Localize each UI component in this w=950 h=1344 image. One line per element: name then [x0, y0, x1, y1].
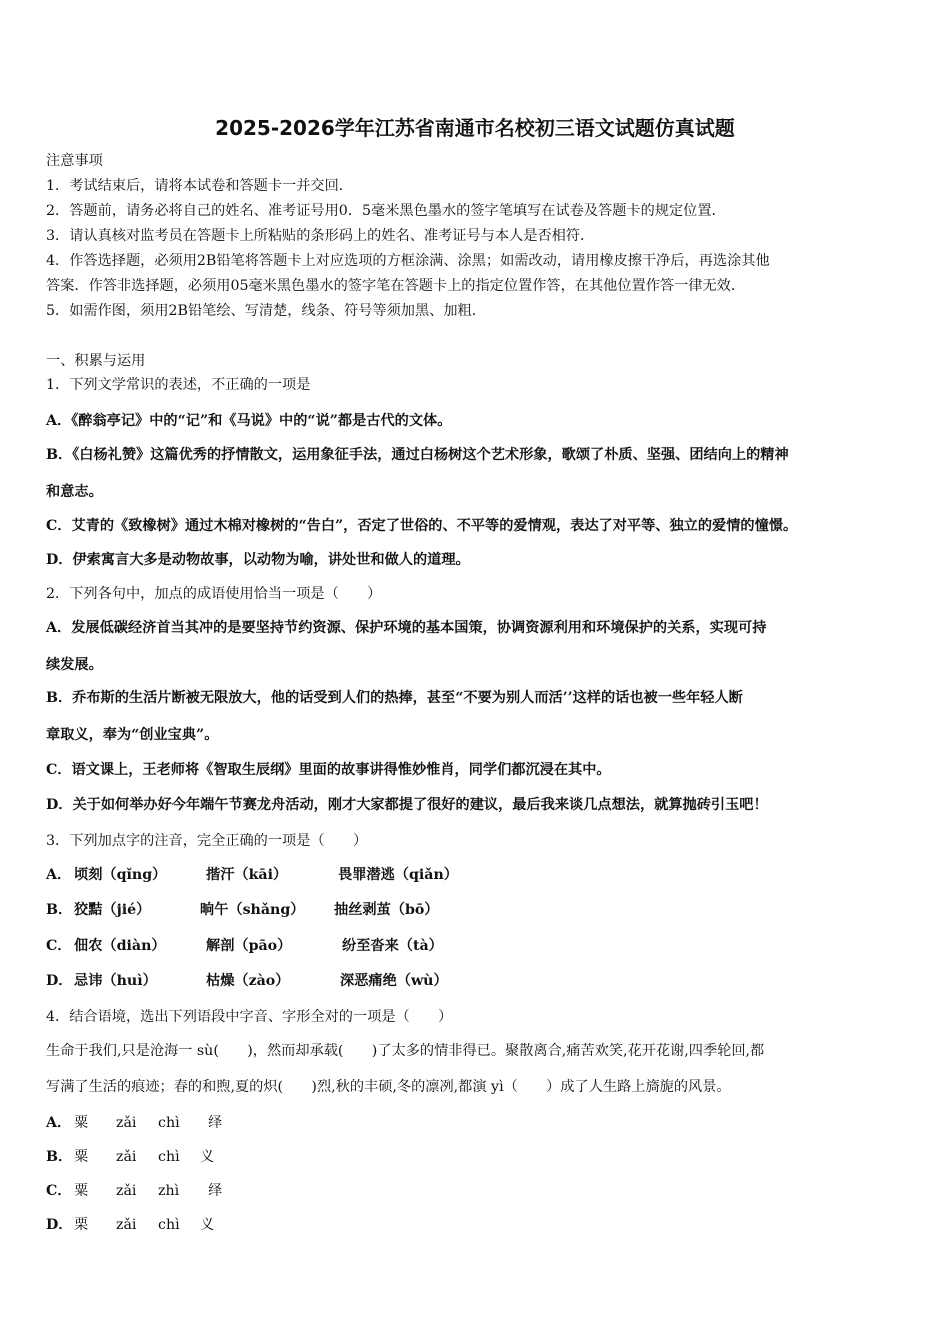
q1-option-c: C．艾青的《致橡树》通过木棉对橡树的“告白”，否定了世俗的、不平等的爱情观，表达了对平等、独立的爱情的憧憬。 — [46, 518, 798, 534]
section-heading: 一、积累与运用 — [46, 353, 146, 369]
option-item: chì — [158, 1217, 180, 1233]
option-item: chì — [158, 1149, 180, 1165]
option-key: D． — [46, 973, 73, 989]
option-item: 粟 — [74, 1183, 89, 1199]
question-stem: 1．下列文学常识的表述，不正确的一项是 — [46, 377, 311, 393]
notice-item: 答案．作答非选择题，必须用05毫米黑色墨水的签字笔在答题卡上的指定位置作答，在其他位置作答一律无效． — [46, 278, 746, 294]
q3-option-a — [46, 865, 458, 885]
option-item: 义 — [200, 1217, 215, 1233]
option-item: 抽丝剥茧（bō） — [334, 902, 439, 918]
option-key: A． — [46, 1115, 72, 1131]
option-item: 粟 — [74, 1149, 89, 1165]
q3-option-d — [46, 971, 448, 991]
option-key: C． — [46, 1183, 72, 1199]
notice-item: 4．作答选择题，必须用2B铅笔将答题卡上对应选项的方框涂满、涂黑；如需改动，请用橡皮擦干净后，再选涂其他 — [46, 253, 770, 269]
q1-option-d: D．伊索寓言大多是动物故事，以动物为喻，讲处世和做人的道理。 — [46, 552, 470, 568]
option-item: zǎi — [116, 1183, 137, 1199]
q4-option-c — [46, 1181, 222, 1201]
notice-item: 2．答题前，请务必将自己的姓名、准考证号用0．5毫米黑色墨水的签字笔填写在试卷及答题卡的规定位置． — [46, 203, 726, 219]
question-stem: 2．下列各句中，加点的成语使用恰当一项是（ ） — [46, 586, 382, 602]
q2-option-a-cont: 续发展。 — [46, 657, 103, 673]
option-item: 绎 — [208, 1115, 223, 1131]
option-item: 粟 — [74, 1115, 89, 1131]
notice-heading: 注意事项 — [46, 153, 103, 169]
option-item: chì — [158, 1115, 180, 1131]
option-item: 绎 — [208, 1183, 223, 1199]
q2-option-b-cont: 章取义，奉为“创业宝典”。 — [46, 727, 219, 743]
option-item: 佃农（diàn） — [74, 938, 166, 954]
q4-option-d — [46, 1215, 214, 1235]
option-item: 忌讳（huì） — [74, 973, 157, 989]
q1-option-b: B．《白杨礼赞》这篇优秀的抒情散文，运用象征手法，通过白杨树这个艺术形象，歌颂了朴质、坚强、团结向上的精神 — [46, 447, 789, 463]
option-key: A． — [46, 867, 72, 883]
option-item: 畏罪潜逃（qiǎn） — [338, 867, 458, 883]
question-stem: 4．结合语境，选出下列语段中字音、字形全对的一项是（ ） — [46, 1009, 453, 1025]
option-item: zhì — [158, 1183, 180, 1199]
q3-option-c — [46, 936, 443, 956]
q1-option-b-cont: 和意志。 — [46, 484, 103, 500]
q4-passage-cont: 写满了生活的痕迹；春的和煦,夏的炽( )烈,秋的丰硕,冬的凛冽,都演 yì（ ）成了人生路上旖旎的风景。 — [46, 1079, 731, 1095]
option-item: 义 — [200, 1149, 215, 1165]
option-item: 晌午（shǎng） — [200, 902, 305, 918]
option-item: 纷至沓来（tà） — [342, 938, 443, 954]
notice-item: 5．如需作图，须用2B铅笔绘、写清楚，线条、符号等须加黑、加粗． — [46, 303, 486, 319]
option-item: 枯燥（zào） — [206, 973, 290, 989]
q2-option-d: D．关于如何举办好今年端午节赛龙舟活动，刚才大家都提了很好的建议，最后我来谈几点想法，就算抛砖引玉吧！ — [46, 797, 768, 813]
option-item: zǎi — [116, 1217, 137, 1233]
option-item: 顷刻（qǐng） — [74, 867, 167, 883]
page-title: 2025-2026学年江苏省南通市名校初三语文试题仿真试题 — [215, 116, 735, 140]
option-item: 揩汗（kāi） — [206, 867, 288, 883]
q2-option-c: C．语文课上，王老师将《智取生辰纲》里面的故事讲得惟妙惟肖，同学们都沉浸在其中。 — [46, 762, 611, 778]
option-item: zǎi — [116, 1149, 137, 1165]
q3-option-b — [46, 900, 439, 920]
option-item: 深恶痛绝（wù） — [340, 973, 448, 989]
q4-option-a — [46, 1113, 222, 1133]
option-item: 栗 — [74, 1217, 89, 1233]
q2-option-b: B．乔布斯的生活片断被无限放大，他的话受到人们的热捧，甚至“不要为别人而活’’这样的话也被一些年轻人断 — [46, 690, 743, 706]
option-key: C． — [46, 938, 72, 954]
option-key: D． — [46, 1217, 73, 1233]
notice-item: 3．请认真核对监考员在答题卡上所粘贴的条形码上的姓名、准考证号与本人是否相符． — [46, 228, 595, 244]
q4-option-b — [46, 1147, 214, 1167]
q1-option-a: A．《醉翁亭记》中的“记”和《马说》中的“说”都是古代的文体。 — [46, 413, 452, 429]
q2-option-a: A．发展低碳经济首当其冲的是要坚持节约资源、保护环境的基本国策，协调资源利用和环境保护的关系，实现可持 — [46, 620, 767, 636]
option-key: B． — [46, 902, 73, 918]
question-stem: 3．下列加点字的注音，完全正确的一项是（ ） — [46, 833, 368, 849]
option-key: B． — [46, 1149, 73, 1165]
q4-passage: 生命于我们,只是沧海一 sù( )，然而却承载( )了太多的情非得已。聚散离合,痛苦欢笑,花开花谢,四季轮回,都 — [46, 1043, 765, 1059]
option-item: 解剖（pāo） — [206, 938, 292, 954]
option-item: zǎi — [116, 1115, 137, 1131]
option-item: 狡黠（jié） — [74, 902, 151, 918]
notice-item: 1．考试结束后，请将本试卷和答题卡一并交回． — [46, 178, 353, 194]
